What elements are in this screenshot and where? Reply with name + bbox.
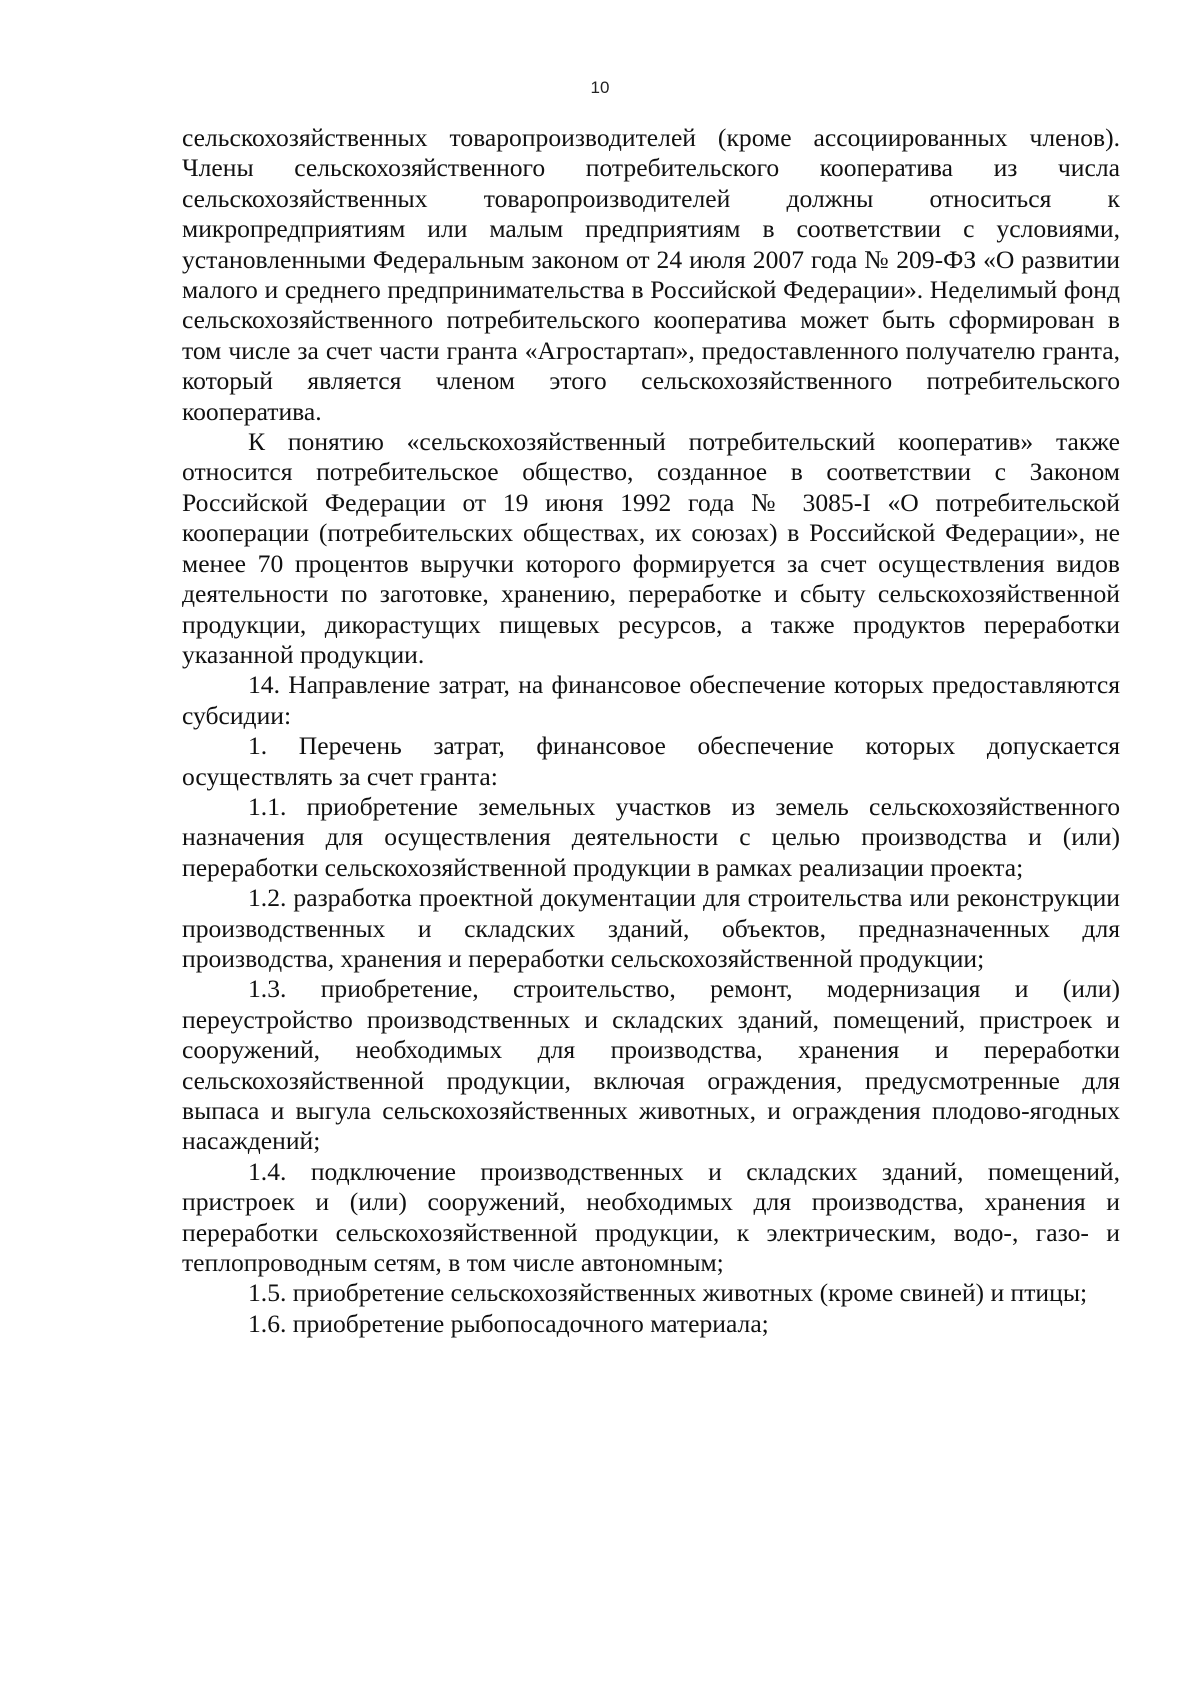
paragraph-item-1-6: 1.6. приобретение рыбопосадочного материала; (248, 1308, 769, 1338)
document-body (182, 123, 1120, 1339)
paragraph-item-1-3: 1.3. приобретение, строительство, ремонт, модернизация и (или) переустройство производственных и складских зданий, помещений, пристроек и сооружений, необходимых для производства, хранения и переработки сельскохозяйственной продукции, включая ограждения, предусмотренные для выпаса и выгула сельскохозяйственных животных, и ограждения плодово-ягодных насаждений; (182, 974, 1120, 1156)
paragraph-item-1-4: 1.4. подключение производственных и складских зданий, помещений, пристроек и (или) сооружений, необходимых для производства, хранения и переработки сельскохозяйственной продукции, к электрическим, водо-, газо- и теплопроводным сетям, в том числе автономным; (182, 1156, 1120, 1278)
paragraph-item-1-2: 1.2. разработка проектной документации для строительства или реконструкции производственных и складских зданий, объектов, предназначенных для производства, хранения и переработки сельскохозяйственной продукции; (182, 883, 1120, 973)
page-number: 10 (590, 78, 610, 97)
paragraph-consumer-society: К понятию «сельскохозяйственный потребительский кооператив» также относится потребительское общество, созданное в соответствии с Законом Российской Федерации от 19 июня 1992 года № 3085-I «О потребительской кооперации (потребительских обществах, их союзах) в Российской Федерации», не менее 70 процентов выручки которого формируется за счет осуществления видов деятельности по заготовке, хранению, переработке и сбыту сельскохозяйственной продукции, дикорастущих пищевых ресурсов, а также продуктов переработки указанной продукции. (182, 427, 1120, 669)
paragraph-continuation: сельскохозяйственных товаропроизводителей (кроме ассоциированных членов). Члены сельскохозяйственного потребительского кооператива из числа сельскохозяйственных товаропроизводителей должны относиться к микропредприятиям или малым предприятиям в соответствии с условиями, установленными Федеральным законом от 24 июля 2007 года № 209-ФЗ «О развитии малого и среднего предпринимательства в Российской Федерации». Неделимый фонд сельскохозяйственного потребительского кооператива может быть сформирован в том числе за счет части гранта «Агростартап», предоставленного получателю гранта, который является членом этого сельскохозяйственного потребительского кооператива. (182, 123, 1120, 426)
paragraph-item-1-5: 1.5. приобретение сельскохозяйственных животных (кроме свиней) и птицы; (248, 1278, 1088, 1308)
paragraph-item-1: 1. Перечень затрат, финансовое обеспечение которых допускается осуществлять за счет гранта: (182, 731, 1120, 791)
paragraph-item-1-1: 1.1. приобретение земельных участков из земель сельскохозяйственного назначения для осуществления деятельности с целью производства и (или) переработки сельскохозяйственной продукции в рамках реализации проекта; (182, 791, 1120, 882)
paragraph-section-14: 14. Направление затрат, на финансовое обеспечение которых предоставляются субсидии: (182, 670, 1120, 730)
